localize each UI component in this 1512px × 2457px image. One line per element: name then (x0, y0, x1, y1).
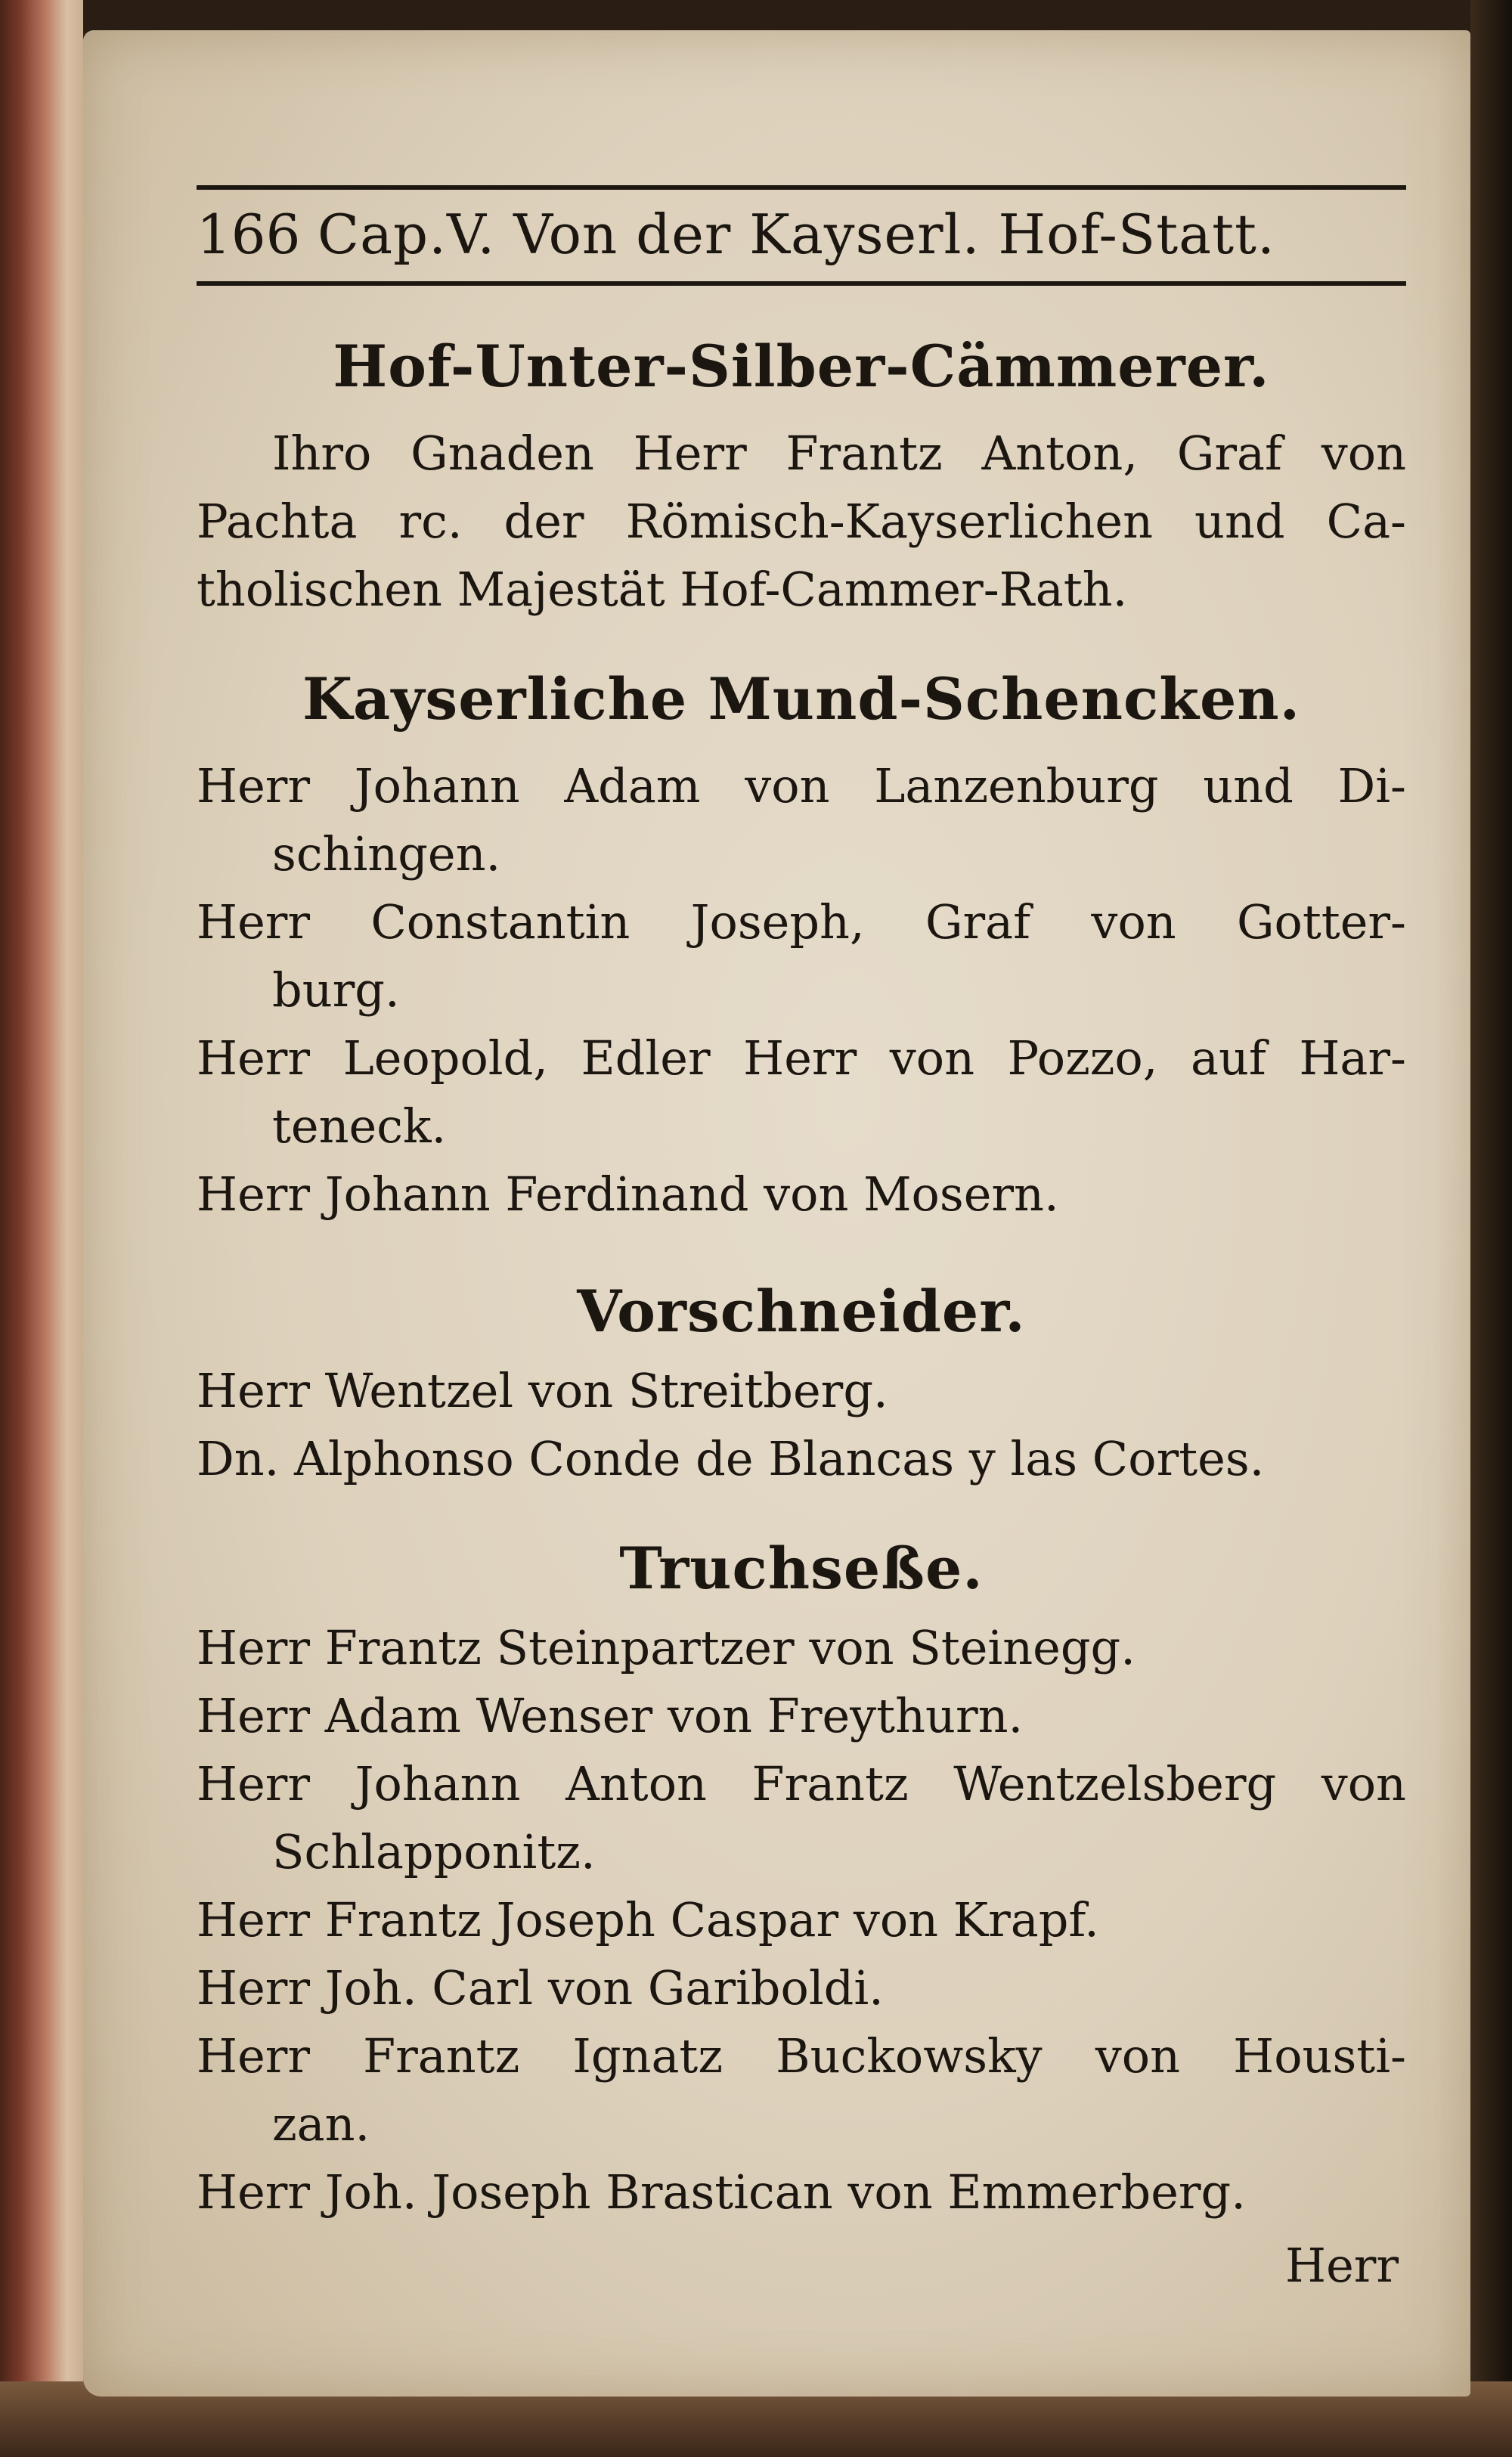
section-heading: Hof-Unter-Silber-Cämmerer. (333, 333, 1270, 400)
section-heading: Kayserliche Mund-Schencken. (302, 665, 1301, 733)
section-body (197, 420, 1406, 624)
text-line: Herr Leopold, Edler Herr von Pozzo, auf Har- (197, 1030, 1406, 1086)
header-top-rule (197, 185, 1406, 190)
header-bottom-rule (197, 281, 1406, 286)
text-line: Herr Frantz Steinpartzer von Steinegg. (197, 1620, 1136, 1675)
text-line: Herr Wentzel von Streitberg. (197, 1363, 888, 1418)
section-heading: Vorschneider. (577, 1278, 1026, 1345)
text-line: Herr Joh. Carl von Gariboldi. (197, 1960, 884, 2015)
text-line: Herr Constantin Joseph, Graf von Gotter- (197, 894, 1406, 950)
text-line: Ihro Gnaden Herr Frantz Anton, Graf von (272, 426, 1406, 481)
text-line: Dn. Alphonso Conde de Blancas y las Cortes. (197, 1431, 1265, 1486)
text-line: Herr Johann Anton Frantz Wentzelsberg von (197, 1756, 1406, 1811)
book-edge (0, 0, 83, 2457)
running-title: Cap.V. Von der Kayserl. Hof-Statt. (318, 203, 1275, 266)
page-number: 166 (197, 203, 301, 266)
text-line: Herr Johann Ferdinand von Mosern. (197, 1167, 1059, 1222)
section-heading: Truchseße. (619, 1535, 984, 1602)
text-line: Herr Johann Adam von Lanzenburg und Di- (197, 758, 1406, 813)
text-line: Schlapponitz. (272, 1824, 596, 1879)
text-line: Herr Adam Wenser von Freythurn. (197, 1688, 1024, 1743)
text-line: tholischen Majestät Hof-Cammer-Rath. (197, 562, 1128, 617)
text-line: Herr Frantz Ignatz Buckowsky von Housti- (197, 2028, 1406, 2084)
section-body (197, 1614, 1406, 2226)
text-line: burg. (272, 962, 400, 1018)
catchword: Herr (1285, 2238, 1399, 2293)
section-body (197, 752, 1406, 1228)
text-line: Herr Frantz Joseph Caspar von Krapf. (197, 1892, 1099, 1947)
section-body (197, 1357, 1406, 1493)
text-line: schingen. (272, 826, 501, 881)
running-header (197, 203, 1406, 278)
text-line: Pachta rc. der Römisch-Kayserlichen und Ca- (197, 494, 1406, 549)
text-line: Herr Joh. Joseph Brastican von Emmerberg. (197, 2164, 1246, 2220)
text-line: zan. (272, 2096, 370, 2152)
text-line: teneck. (272, 1098, 447, 1154)
book-right-edge (1470, 0, 1512, 2457)
